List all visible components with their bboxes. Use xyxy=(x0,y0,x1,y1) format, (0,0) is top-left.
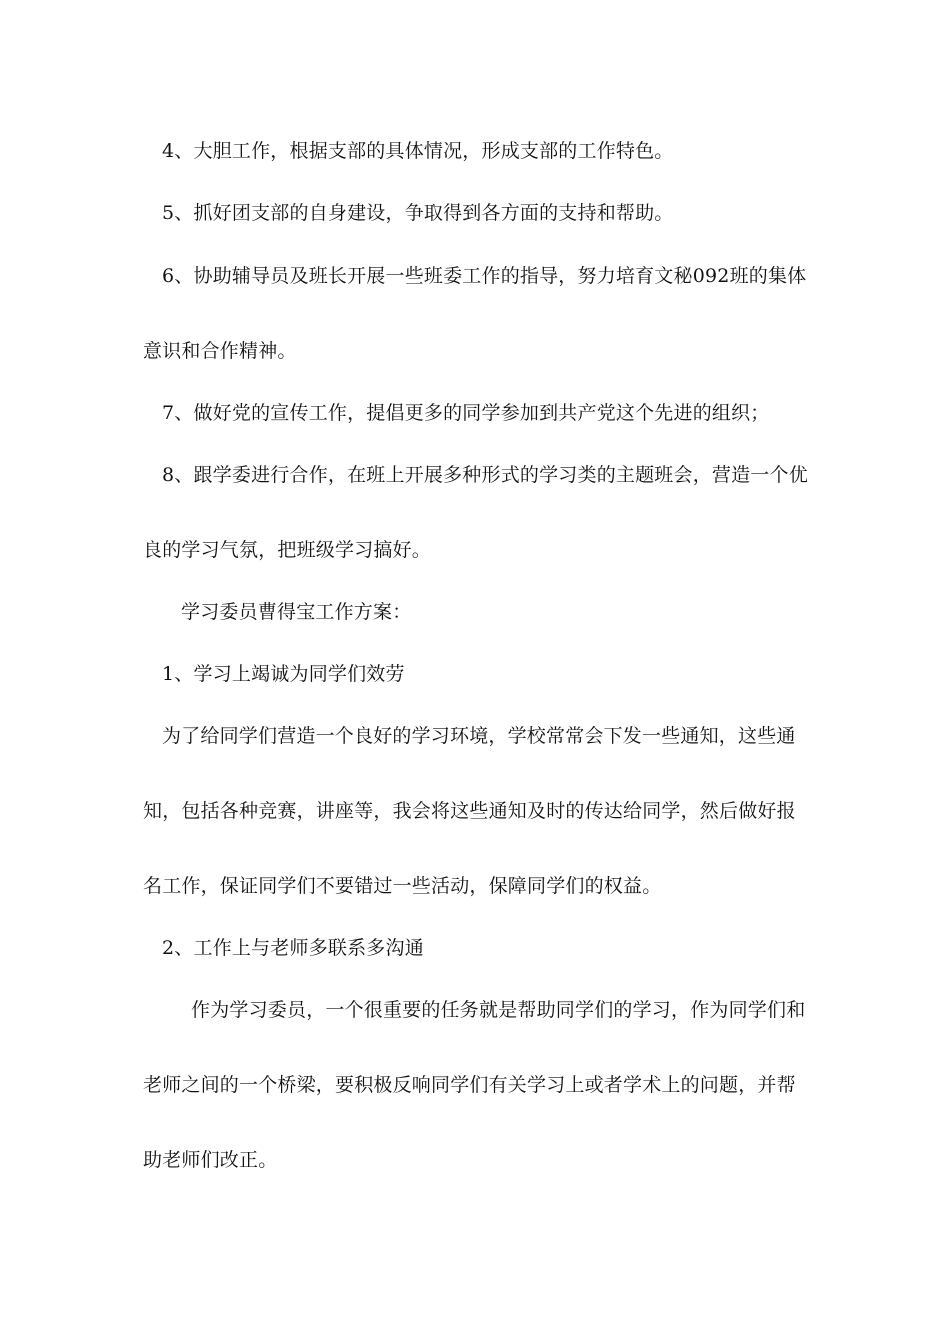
item-number: 8 xyxy=(162,464,175,486)
heading-text: 学习委员曹得宝工作方案： xyxy=(181,601,412,623)
item-text-continued: 班的集体 xyxy=(729,265,807,287)
paragraph-line xyxy=(143,799,796,823)
item-number: 6 xyxy=(162,265,175,287)
paragraph-line xyxy=(191,998,805,1022)
paragraph-line xyxy=(143,1148,277,1172)
item-text: 、学习上竭诚为同学们效劳 xyxy=(174,663,405,685)
item-number: 1 xyxy=(162,663,175,685)
list-item-6 xyxy=(162,264,806,288)
line-text: 为了给同学们营造一个良好的学习环境，学校常常会下发一些通知，这些通 xyxy=(162,725,796,747)
section-heading xyxy=(181,600,411,624)
item-number: 7 xyxy=(162,402,175,424)
list-item-7 xyxy=(162,401,770,425)
line-text: 名工作，保证同学们不要错过一些活动，保障同学们的权益。 xyxy=(143,875,662,897)
list-item-8 xyxy=(162,463,808,487)
item-text: 、协助辅导员及班长开展一些班委工作的指导，努力培育文秘 xyxy=(174,265,693,287)
item-text: 、大胆工作，根据支部的具体情况，形成支部的工作特色。 xyxy=(174,140,674,162)
line-text: 意识和合作精神。 xyxy=(143,340,297,362)
list-item-4 xyxy=(162,139,674,163)
list-item-2 xyxy=(162,936,424,960)
item-number: 4 xyxy=(162,140,175,162)
paragraph-line xyxy=(143,874,661,898)
paragraph-line xyxy=(162,724,796,748)
paragraph-line xyxy=(143,538,431,562)
item-number: 5 xyxy=(162,202,175,224)
list-item-1 xyxy=(162,662,405,686)
item-text: 、抓好团支部的自身建设，争取得到各方面的支持和帮助。 xyxy=(174,202,674,224)
line-text: 知，包括各种竞赛，讲座等，我会将这些通知及时的传达给同学，然后做好报 xyxy=(143,800,796,822)
line-text: 良的学习气氛，把班级学习搞好。 xyxy=(143,539,432,561)
item-number: 2 xyxy=(162,937,175,959)
paragraph-line xyxy=(143,339,297,363)
paragraph-line xyxy=(143,1073,796,1097)
line-text: 老师之间的一个桥梁，要积极反响同学们有关学习上或者学术上的问题，并帮 xyxy=(143,1074,796,1096)
line-text: 助老师们改正。 xyxy=(143,1149,278,1171)
item-text: 、做好党的宣传工作，提倡更多的同学参加到共产党这个先进的组织； xyxy=(174,402,770,424)
item-text: 、跟学委进行合作，在班上开展多种形式的学习类的主题班会，营造一个优 xyxy=(174,464,808,486)
line-text: 作为学习委员，一个很重要的任务就是帮助同学们的学习，作为同学们和 xyxy=(191,999,806,1021)
item-text: 、工作上与老师多联系多沟通 xyxy=(174,937,424,959)
class-number: 092 xyxy=(692,265,730,287)
list-item-5 xyxy=(162,201,674,225)
